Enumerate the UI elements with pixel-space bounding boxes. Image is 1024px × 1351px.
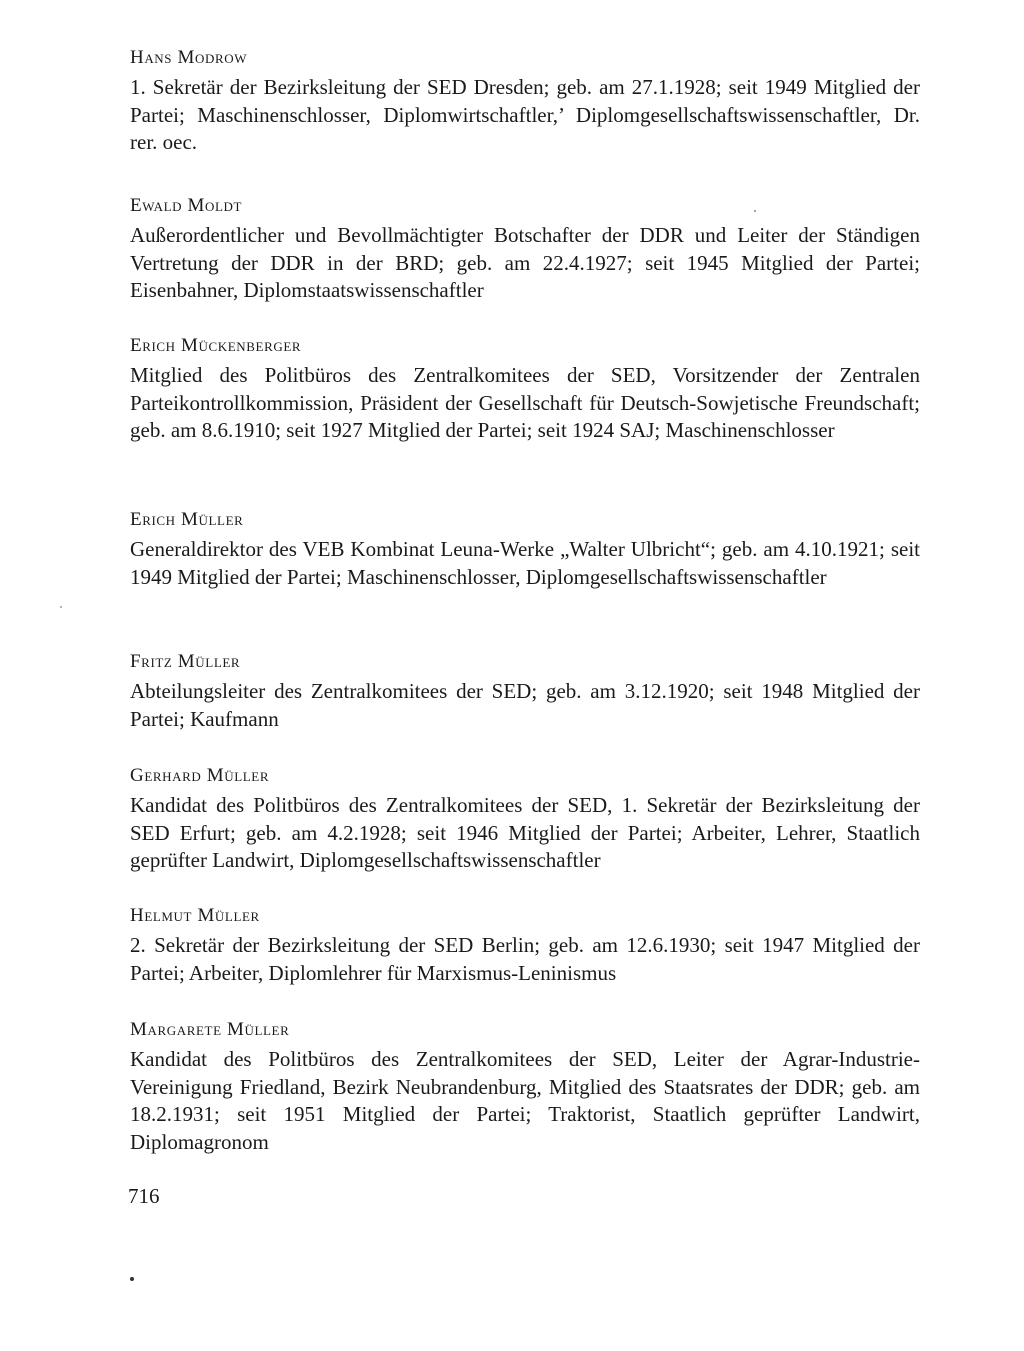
entry-gerhard-mueller xyxy=(130,764,920,875)
page-number: 716 xyxy=(128,1184,160,1208)
entry-bio: Außerordentlicher und Bevollmächtigter Botschafter der DDR und Leiter der Ständigen Vertretung der DDR in der BRD; geb. am 22.4.1927; seit 1945 Mitglied der Partei; Eisenbahner, Diplomstaatswissenschaftler xyxy=(130,223,920,302)
entry-name: Margarete Müller xyxy=(130,1019,290,1040)
entry-bio: 2. Sekretär der Bezirksleitung der SED Berlin; geb. am 12.6.1930; seit 1947 Mitglied der Partei; Arbeiter, Diplomlehrer für Marxismus-Leninismus xyxy=(130,933,920,985)
entry-bio: Kandidat des Politbüros des Zentralkomitees der SED, Leiter der Agrar-Industrie-Vereinigung Friedland, Bezirk Neubrandenburg, Mitglied des Staatsrates der DDR; geb. am 18.2.1931; seit 1951 Mitglied der Partei; Traktorist, Staatlich geprüfter Landwirt, Diplomagronom xyxy=(130,1047,920,1154)
entry-name: Helmut Müller xyxy=(130,905,260,926)
entry-name: Ewald Moldt xyxy=(130,195,243,216)
entry-bio: Kandidat des Politbüros des Zentralkomitees der SED, 1. Sekretär der Bezirksleitung der SED Erfurt; geb. am 4.2.1928; seit 1946 Mitglied der Partei; Arbeiter, Lehrer, Staatlich geprüfter Landwirt, Diplomgesellschaftswissenschaftler xyxy=(130,793,920,872)
entry-erich-mueckenberger xyxy=(130,334,920,445)
entry-ewald-moldt xyxy=(130,194,920,305)
entry-bio: Abteilungsleiter des Zentralkomitees der SED; geb. am 3.12.1920; seit 1948 Mitglied der Partei; Kaufmann xyxy=(130,679,920,731)
entry-bio: 1. Sekretär der Bezirksleitung der SED Dresden; geb. am 27.1.1928; seit 1949 Mitglied der Partei; Maschinenschlosser, Diplomwirtschaftler,’ Diplomgesellschaftswissenschaftler, Dr. rer. oec. xyxy=(130,75,920,154)
entry-erich-mueller xyxy=(130,508,920,591)
entry-name: Erich Mückenberger xyxy=(130,335,302,356)
entry-bio: Mitglied des Politbüros des Zentralkomitees der SED, Vorsitzender der Zentralen Parteikontrollkommission, Präsident der Gesellschaft für Deutsch-Sowjetische Freundschaft; geb. am 8.6.1910; seit 1927 Mitglied der Partei; seit 1924 SAJ; Maschinenschlosser xyxy=(130,363,920,442)
entry-bio: Generaldirektor des VEB Kombinat Leuna-Werke „Walter Ulbricht“; geb. am 4.10.1921; seit 1949 Mitglied der Partei; Maschinenschlosser, Diplomgesellschaftswissenschaftler xyxy=(130,537,920,589)
entry-margarete-mueller xyxy=(130,1018,920,1156)
entry-name: Hans Modrow xyxy=(130,47,248,68)
entry-name: Fritz Müller xyxy=(130,651,241,672)
entry-helmut-mueller xyxy=(130,904,920,987)
entry-name: Gerhard Müller xyxy=(130,765,270,786)
entry-name: Erich Müller xyxy=(130,509,244,530)
entry-fritz-mueller xyxy=(130,650,920,733)
scan-speck xyxy=(754,210,756,212)
scan-speck xyxy=(130,1277,134,1281)
entry-hans-modrow xyxy=(130,46,920,157)
scan-speck xyxy=(60,606,62,608)
